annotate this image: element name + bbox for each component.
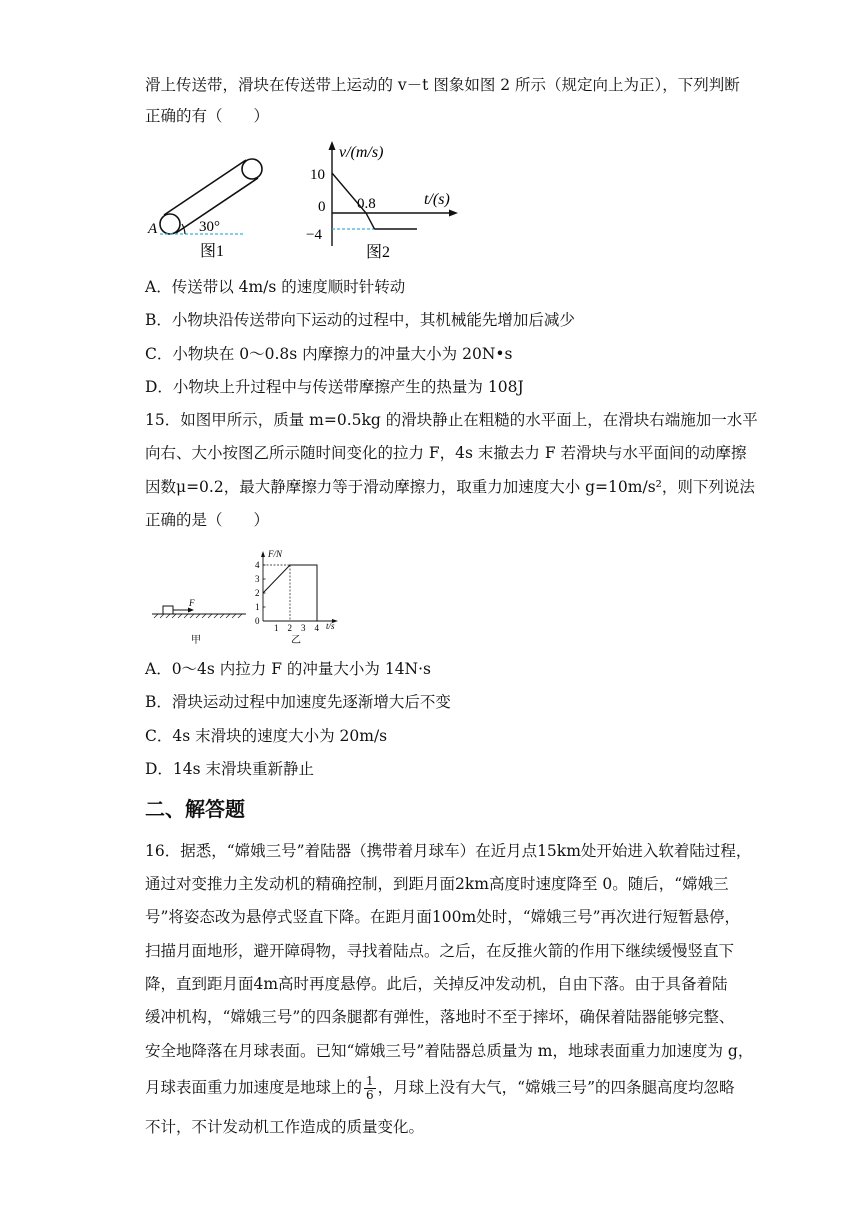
x-axis-label: t/(s) [424, 191, 450, 208]
q15-stem-line-1: 15．如图甲所示，质量 m=0.5kg 的滑块静止在粗糙的水平面上，在滑块右端施加一水平 [145, 411, 758, 429]
force-label: F [189, 598, 195, 608]
f-x-tick-3: 3 [301, 623, 306, 633]
q16-line-7: 安全地降落在月球表面。已知“嫦娥三号”着陆器总质量为 m，地球表面重力加速度为 g， [145, 1042, 754, 1060]
q16-line-4: 扫描月面地形，避开障碍物，寻找着陆点。之后，在反推火箭的作用下继续缓慢竖直下 [145, 942, 735, 960]
q15-option-d: D．14s 末滑块重新静止 [145, 760, 315, 778]
fig-yi-caption: 乙 [291, 635, 301, 646]
f-x-tick-4: 4 [314, 623, 319, 633]
q16-line-6: 缓冲机构，“嫦娥三号”的四条腿都有弹性，落地时不至于摔坏，确保着陆器能够完整、 [145, 1008, 735, 1026]
q15-figure-jia [150, 590, 250, 650]
q15-option-a: A．0～4s 内拉力 F 的冲量大小为 14N·s [145, 660, 432, 678]
q14-option-b: B．小物块沿传送带向下运动的过程中，其机械能先增加后减少 [145, 311, 575, 329]
f-y-axis-label: F/N [268, 549, 283, 559]
f-y-tick-0: 0 [255, 616, 260, 626]
f-x-axis-label: t/s [326, 621, 335, 631]
y-axis-label: v/(m/s) [339, 144, 384, 161]
angle-label: 30° [199, 219, 220, 235]
f-y-tick-4: 4 [255, 560, 260, 570]
ft-ticks [255, 560, 320, 633]
x-tick-0-8: 0.8 [357, 196, 376, 212]
f-y-axis-arrow [261, 551, 265, 557]
fraction-denominator: 6 [366, 1088, 374, 1102]
q14-option-a: A．传送带以 4m/s 的速度顺时针转动 [145, 278, 406, 296]
slider-block [163, 606, 173, 614]
f-x-tick-2: 2 [287, 623, 292, 633]
q16-line-2: 通过对变推力主发动机的精确控制，到距月面2km高度时速度降至 0。随后，“嫦娥三 [145, 875, 729, 893]
q14-stem-line-2: 正确的有（ ） [145, 107, 270, 125]
x-axis-arrow [449, 210, 458, 217]
q16-line-3: 号”将姿态改为悬停式竖直下降。在距月面100m处时，“嫦娥三号”再次进行短暂悬停， [145, 908, 741, 926]
q16-line-1: 16．据悉，“嫦娥三号”着陆器（携带着月球车）在近月点15km处开始进入软着陆过程， [145, 842, 752, 860]
y-axis-arrow [329, 141, 336, 150]
q15-stem-line-4: 正确的是（ ） [145, 511, 270, 529]
fraction-numerator: 1 [366, 1074, 374, 1088]
fig2-caption: 图2 [366, 244, 391, 261]
q16-line-8-before: 月球表面重力加速度是地球上的 [145, 1078, 363, 1097]
q15-stem-line-2: 向右、大小按图乙所示随时间变化的拉力 F，4s 末撤去力 F 若滑块与水平面间的动摩擦 [145, 444, 747, 462]
q16-line-9: 不计，不计发动机工作造成的质量变化。 [145, 1118, 425, 1136]
label-A: A [148, 221, 158, 237]
f-y-tick-1: 1 [255, 602, 260, 612]
fig-jia-caption: 甲 [191, 635, 201, 646]
fig1-caption: 图1 [200, 243, 225, 260]
q14-stem-line-1: 滑上传送带，滑块在传送带上运动的 v－t 图象如图 2 所示（规定向上为正），下列判断 [145, 76, 740, 94]
ft-plot [263, 565, 317, 621]
ground-hatching [154, 614, 242, 618]
f-y-tick-2: 2 [255, 588, 260, 598]
f-x-tick-1: 1 [274, 623, 279, 633]
q15-figure-yi-ft-graph [250, 545, 350, 649]
q16-line-8-after: ，月球上没有大气，“嫦娥三号”的四条腿高度均忽略 [377, 1078, 735, 1097]
y-tick-minus-4: −4 [306, 227, 322, 243]
section-heading: 二、解答题 [145, 797, 245, 821]
y-tick-10: 10 [310, 167, 325, 183]
q16-line-8 [145, 1074, 735, 1102]
force-arrowhead [188, 608, 194, 613]
f-y-tick-3: 3 [255, 574, 260, 584]
fraction-one-sixth [364, 1075, 376, 1102]
y-tick-0: 0 [318, 199, 326, 215]
q14-option-c: C．小物块在 0～0.8s 内摩擦力的冲量大小为 20N•s [145, 345, 513, 363]
q15-stem-line-3: 因数μ=0.2，最大静摩擦力等于滑动摩擦力，取重力加速度大小 g=10m/s²，则下列说法 [145, 478, 755, 496]
q16-line-5: 降，直到距月面4m高时再度悬停。此后，关掉反冲发动机，自由下落。由于具备着陆 [145, 975, 728, 993]
q15-option-b: B．滑块运动过程中加速度先逐渐增大后不变 [145, 693, 451, 711]
q15-option-c: C．4s 末滑块的速度大小为 20m/s [145, 727, 388, 745]
q14-option-d: D．小物块上升过程中与传送带摩擦产生的热量为 108J [145, 378, 524, 396]
q14-figure-1-conveyor [145, 150, 275, 265]
q14-figure-2-vt-graph [300, 138, 470, 265]
